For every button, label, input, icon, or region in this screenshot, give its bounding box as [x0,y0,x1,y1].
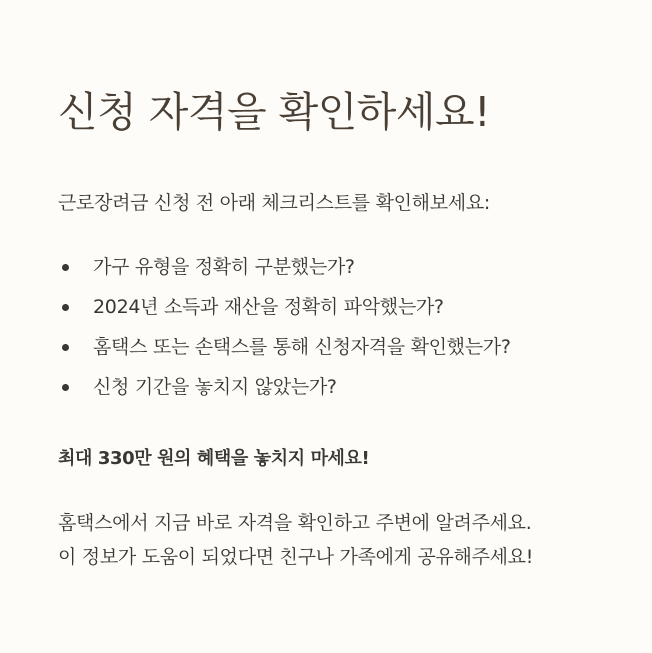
closing-line: 홈택스에서 지금 바로 자격을 확인하고 주변에 알려주세요. [58,512,532,534]
bullet-icon [62,304,69,311]
list-item-text: 신청 기간을 놓치지 않았는가? [93,376,337,398]
bullet-icon [62,344,69,351]
intro-text: 근로장려금 신청 전 아래 체크리스트를 확인해보세요: [58,192,490,214]
list-item-text: 2024년 소득과 재산을 정확히 파악했는가? [93,296,444,318]
closing-line: 이 정보가 도움이 되었다면 친구나 가족에게 공유해주세요! [58,546,534,568]
bullet-icon [62,264,69,271]
emphasis-text: 최대 330만 원의 혜택을 놓치지 마세요! [58,448,370,469]
bullet-icon [62,384,69,391]
article-content [58,0,648,653]
list-item-text: 홈택스 또는 손택스를 통해 신청자격을 확인했는가? [93,336,511,358]
page-title: 신청 자격을 확인하세요! [58,88,491,136]
closing-text [58,506,533,574]
list-item-text: 가구 유형을 정확히 구분했는가? [93,256,355,278]
